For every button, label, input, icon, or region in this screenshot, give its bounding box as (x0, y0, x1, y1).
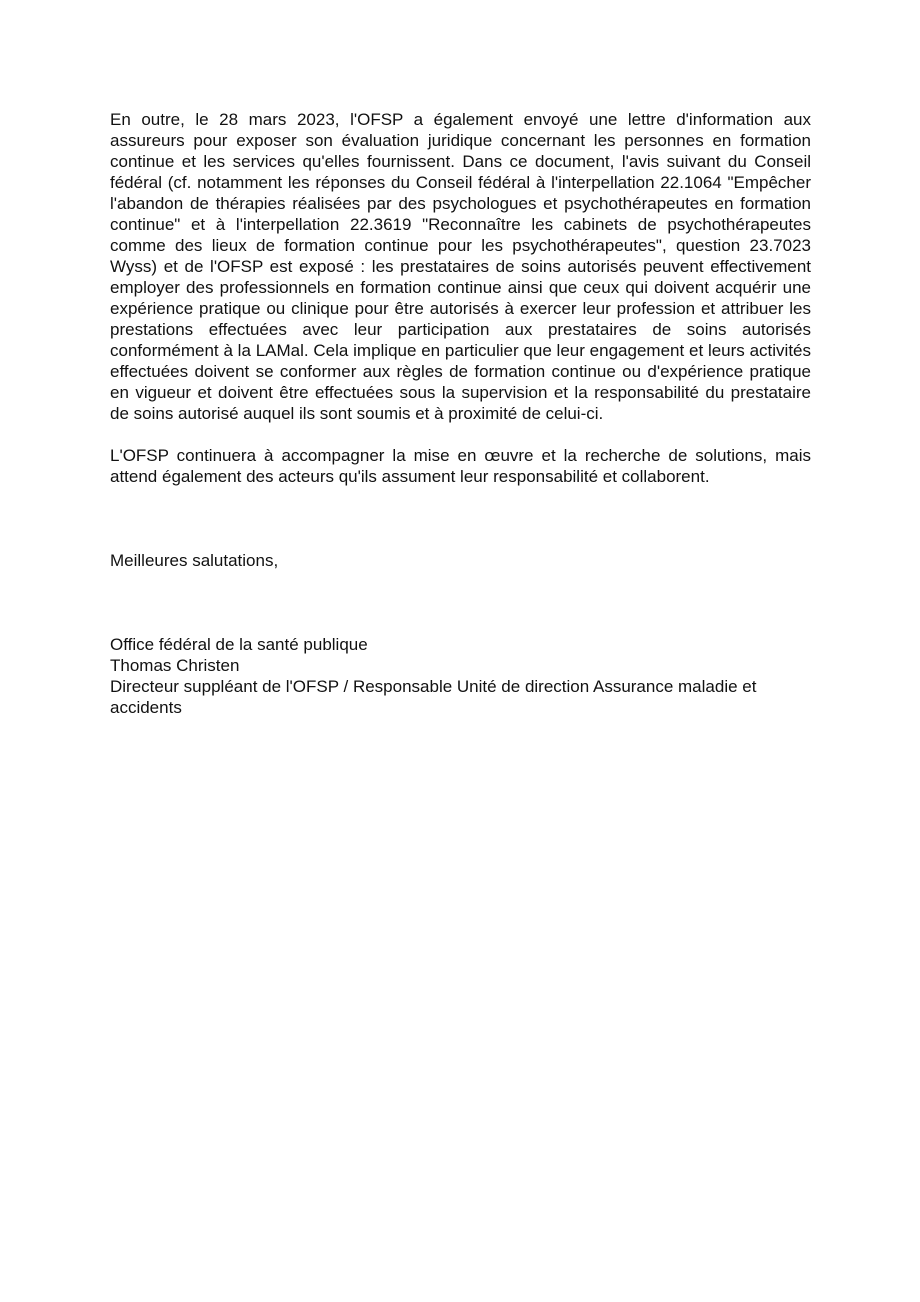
paragraph-ofsp-continuation: L'OFSP continuera à accompagner la mise en œuvre et la recherche de solutions, mais attend également des acteurs qu'ils assument leur responsabilité et collaborent. (110, 446, 811, 486)
signature-title: Directeur suppléant de l'OFSP / Responsable Unité de direction Assurance maladie et accidents (110, 677, 757, 717)
letter-body (110, 109, 811, 718)
signature-name: Thomas Christen (110, 656, 240, 675)
paragraph-ofsp-information-letter: En outre, le 28 mars 2023, l'OFSP a également envoyé une lettre d'information aux assureurs pour exposer son évaluation juridique concernant les personnes en formation continue et les services qu'elles fournissent. Dans ce document, l'avis suivant du Conseil fédéral (cf. notamment les réponses du Conseil fédéral à l'interpellation 22.1064 "Empêcher l'abandon de thérapies réalisées par des psychologues et psychothérapeutes en formation continue" et à l'interpellation 22.3619 "Reconnaître les cabinets de psychothérapeutes comme des lieux de formation continue pour les psychothérapeutes", question 23.7023 Wyss) et de l'OFSP est exposé : les prestataires de soins autorisés peuvent effectivement employer des professionnels en formation continue ainsi que ceux qui doivent acquérir une expérience pratique ou clinique pour être autorisés à exercer leur profession et attribuer les prestations effectuées avec leur participation aux prestataires de soins autorisés conformément à la LAMal. Cela implique en particulier que leur engagement et leurs activités effectuées doivent se conformer aux règles de formation continue ou d'expérience pratique en vigueur et doivent être effectuées sous la supervision et la responsabilité du prestataire de soins autorisé auquel ils sont soumis et à proximité de celui-ci. (110, 110, 811, 423)
signature-office: Office fédéral de la santé publique (110, 635, 368, 654)
closing-salutation: Meilleures salutations, (110, 551, 279, 570)
signature-block (110, 634, 811, 718)
